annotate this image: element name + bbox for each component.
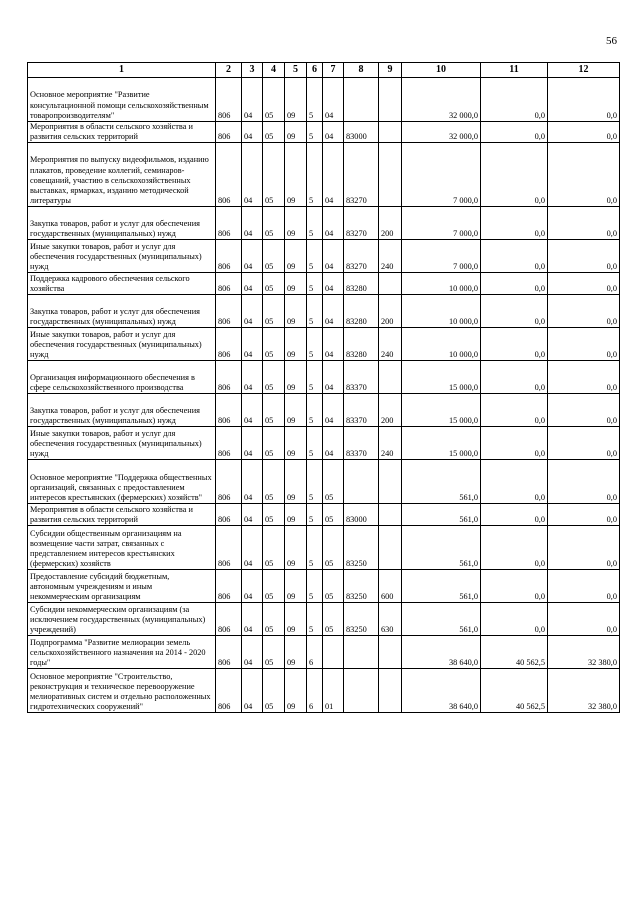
table-row — [28, 570, 620, 603]
column-header: 1 — [28, 63, 216, 78]
row-code-c9 — [379, 636, 402, 669]
budget-table — [27, 62, 620, 713]
row-amount-c12: 0,0 — [548, 570, 620, 603]
row-code-c8: 83270 — [344, 143, 379, 207]
row-code-c9: 630 — [379, 603, 402, 636]
row-code-c5: 09 — [285, 328, 307, 361]
row-code-c2: 806 — [216, 603, 242, 636]
table-header-row — [28, 63, 620, 78]
row-amount-c11: 0,0 — [481, 460, 548, 504]
row-name: Мероприятия по выпуску видеофильмов, изданию плакатов, проведение коллегий, семинаров-совещаний, участию в сельскохозяйственных выставках, ярмарках, изданию методической литературы — [28, 143, 216, 207]
row-code-c7: 05 — [323, 570, 344, 603]
row-code-c3: 04 — [242, 526, 263, 570]
row-code-c9 — [379, 361, 402, 394]
row-amount-c12: 0,0 — [548, 526, 620, 570]
row-amount-c10: 38 640,0 — [402, 636, 481, 669]
table-row — [28, 273, 620, 295]
row-code-c3: 04 — [242, 240, 263, 273]
table-row — [28, 207, 620, 240]
column-header: 11 — [481, 63, 548, 78]
row-code-c5: 09 — [285, 636, 307, 669]
row-code-c4: 05 — [263, 361, 285, 394]
row-code-c4: 05 — [263, 295, 285, 328]
row-name: Поддержка кадрового обеспечения сельского хозяйства — [28, 273, 216, 295]
row-code-c5: 09 — [285, 143, 307, 207]
row-amount-c10: 15 000,0 — [402, 361, 481, 394]
row-code-c4: 05 — [263, 669, 285, 713]
row-amount-c12: 32 380,0 — [548, 636, 620, 669]
row-code-c8: 83250 — [344, 526, 379, 570]
row-code-c2: 806 — [216, 273, 242, 295]
row-code-c6: 5 — [307, 394, 323, 427]
row-amount-c12: 0,0 — [548, 273, 620, 295]
row-amount-c10: 561,0 — [402, 504, 481, 526]
table-row — [28, 460, 620, 504]
table-row — [28, 394, 620, 427]
row-amount-c10: 7 000,0 — [402, 143, 481, 207]
row-code-c5: 09 — [285, 570, 307, 603]
row-amount-c11: 0,0 — [481, 295, 548, 328]
row-code-c4: 05 — [263, 526, 285, 570]
row-amount-c11: 40 562,5 — [481, 636, 548, 669]
row-code-c7 — [323, 636, 344, 669]
row-code-c4: 05 — [263, 570, 285, 603]
row-name: Субсидии общественным организациям на возмещение части затрат, связанных с представлением интересов крестьянских (фермерских) хозяйств — [28, 526, 216, 570]
table-row — [28, 143, 620, 207]
row-code-c3: 04 — [242, 207, 263, 240]
table-row — [28, 526, 620, 570]
row-code-c7: 04 — [323, 207, 344, 240]
row-code-c9 — [379, 460, 402, 504]
row-code-c8: 83270 — [344, 240, 379, 273]
row-code-c6: 6 — [307, 636, 323, 669]
row-code-c3: 04 — [242, 669, 263, 713]
row-amount-c12: 0,0 — [548, 328, 620, 361]
row-code-c2: 806 — [216, 143, 242, 207]
row-amount-c12: 0,0 — [548, 603, 620, 636]
row-code-c6: 5 — [307, 427, 323, 460]
row-code-c8 — [344, 669, 379, 713]
row-code-c5: 09 — [285, 460, 307, 504]
row-code-c5: 09 — [285, 526, 307, 570]
row-code-c5: 09 — [285, 240, 307, 273]
row-code-c9 — [379, 526, 402, 570]
row-name: Предоставление субсидий бюджетным, автономным учреждениям и иным некоммерческим организациям — [28, 570, 216, 603]
row-code-c8: 83000 — [344, 504, 379, 526]
row-code-c7: 04 — [323, 328, 344, 361]
row-amount-c11: 0,0 — [481, 504, 548, 526]
row-name: Закупка товаров, работ и услуг для обеспечения государственных (муниципальных) нужд — [28, 207, 216, 240]
row-code-c3: 04 — [242, 273, 263, 295]
row-amount-c11: 0,0 — [481, 143, 548, 207]
row-amount-c10: 561,0 — [402, 526, 481, 570]
table-row — [28, 240, 620, 273]
row-amount-c11: 0,0 — [481, 570, 548, 603]
column-header: 10 — [402, 63, 481, 78]
row-code-c2: 806 — [216, 361, 242, 394]
row-code-c4: 05 — [263, 328, 285, 361]
column-header: 9 — [379, 63, 402, 78]
row-code-c5: 09 — [285, 603, 307, 636]
row-code-c2: 806 — [216, 526, 242, 570]
row-code-c8: 83370 — [344, 427, 379, 460]
row-amount-c11: 0,0 — [481, 526, 548, 570]
row-code-c2: 806 — [216, 207, 242, 240]
row-code-c7: 04 — [323, 394, 344, 427]
row-code-c7: 04 — [323, 273, 344, 295]
row-code-c5: 09 — [285, 427, 307, 460]
row-amount-c12: 0,0 — [548, 295, 620, 328]
row-code-c2: 806 — [216, 570, 242, 603]
row-code-c6: 5 — [307, 122, 323, 143]
row-code-c7: 04 — [323, 143, 344, 207]
row-code-c4: 05 — [263, 603, 285, 636]
row-name: Основное мероприятие "Развитие консультационной помощи сельскохозяйственным товаропроизводителям" — [28, 78, 216, 122]
row-amount-c12: 0,0 — [548, 394, 620, 427]
column-header: 5 — [285, 63, 307, 78]
table-body — [28, 78, 620, 713]
row-name: Закупка товаров, работ и услуг для обеспечения государственных (муниципальных) нужд — [28, 394, 216, 427]
row-amount-c11: 0,0 — [481, 240, 548, 273]
row-code-c2: 806 — [216, 636, 242, 669]
column-header: 3 — [242, 63, 263, 78]
row-amount-c11: 0,0 — [481, 122, 548, 143]
column-header: 4 — [263, 63, 285, 78]
row-code-c4: 05 — [263, 273, 285, 295]
row-code-c8: 83370 — [344, 361, 379, 394]
row-amount-c10: 7 000,0 — [402, 207, 481, 240]
row-code-c7: 05 — [323, 526, 344, 570]
table-row — [28, 122, 620, 143]
row-code-c6: 5 — [307, 460, 323, 504]
row-code-c8 — [344, 78, 379, 122]
row-code-c7: 04 — [323, 122, 344, 143]
row-code-c9: 200 — [379, 207, 402, 240]
row-code-c7: 01 — [323, 669, 344, 713]
row-code-c3: 04 — [242, 394, 263, 427]
row-code-c7: 05 — [323, 460, 344, 504]
row-amount-c12: 0,0 — [548, 460, 620, 504]
row-amount-c12: 0,0 — [548, 122, 620, 143]
row-code-c9 — [379, 273, 402, 295]
table-row — [28, 328, 620, 361]
row-code-c2: 806 — [216, 394, 242, 427]
row-code-c8: 83000 — [344, 122, 379, 143]
row-name: Иные закупки товаров, работ и услуг для обеспечения государственных (муниципальных) нужд — [28, 240, 216, 273]
row-code-c8: 83280 — [344, 328, 379, 361]
column-header: 12 — [548, 63, 620, 78]
row-code-c4: 05 — [263, 207, 285, 240]
row-code-c3: 04 — [242, 504, 263, 526]
row-code-c7: 05 — [323, 504, 344, 526]
row-code-c4: 05 — [263, 394, 285, 427]
row-name: Организация информационного обеспечения в сфере сельскохозяйственного производства — [28, 361, 216, 394]
row-code-c6: 5 — [307, 295, 323, 328]
row-code-c7: 04 — [323, 78, 344, 122]
row-code-c3: 04 — [242, 78, 263, 122]
row-code-c8: 83280 — [344, 273, 379, 295]
row-code-c2: 806 — [216, 504, 242, 526]
row-code-c4: 05 — [263, 78, 285, 122]
row-code-c3: 04 — [242, 636, 263, 669]
column-header: 8 — [344, 63, 379, 78]
row-amount-c12: 0,0 — [548, 143, 620, 207]
row-name: Подпрограмма "Развитие мелиорации земель сельскохозяйственного назначения на 2014 - 2020 годы" — [28, 636, 216, 669]
column-header: 2 — [216, 63, 242, 78]
row-amount-c10: 10 000,0 — [402, 328, 481, 361]
row-code-c9: 240 — [379, 240, 402, 273]
row-code-c7: 04 — [323, 240, 344, 273]
row-code-c5: 09 — [285, 394, 307, 427]
row-code-c3: 04 — [242, 603, 263, 636]
row-amount-c10: 38 640,0 — [402, 669, 481, 713]
row-code-c3: 04 — [242, 328, 263, 361]
row-amount-c10: 32 000,0 — [402, 122, 481, 143]
row-code-c9 — [379, 669, 402, 713]
row-code-c5: 09 — [285, 78, 307, 122]
row-code-c7: 04 — [323, 361, 344, 394]
row-amount-c12: 0,0 — [548, 78, 620, 122]
row-amount-c10: 10 000,0 — [402, 295, 481, 328]
row-code-c3: 04 — [242, 361, 263, 394]
table-row — [28, 361, 620, 394]
row-code-c2: 806 — [216, 240, 242, 273]
row-code-c5: 09 — [285, 504, 307, 526]
row-amount-c12: 0,0 — [548, 240, 620, 273]
row-code-c2: 806 — [216, 328, 242, 361]
row-code-c6: 5 — [307, 207, 323, 240]
row-code-c9: 200 — [379, 394, 402, 427]
row-code-c3: 04 — [242, 570, 263, 603]
row-amount-c12: 0,0 — [548, 427, 620, 460]
row-code-c4: 05 — [263, 143, 285, 207]
row-name: Мероприятия в области сельского хозяйства и развития сельских территорий — [28, 504, 216, 526]
row-amount-c10: 7 000,0 — [402, 240, 481, 273]
row-code-c6: 5 — [307, 240, 323, 273]
page-number: 56 — [606, 35, 617, 47]
row-code-c3: 04 — [242, 122, 263, 143]
row-code-c6: 5 — [307, 328, 323, 361]
row-code-c8: 83270 — [344, 207, 379, 240]
row-amount-c11: 0,0 — [481, 361, 548, 394]
row-code-c4: 05 — [263, 460, 285, 504]
table-row — [28, 427, 620, 460]
row-code-c6: 5 — [307, 78, 323, 122]
row-code-c6: 5 — [307, 526, 323, 570]
row-amount-c12: 0,0 — [548, 504, 620, 526]
row-amount-c11: 0,0 — [481, 273, 548, 295]
row-name: Основное мероприятие "Строительство, реконструкция и техническое перевооружение мелиоративных систем и отдельно расположенных гидротехнических сооружений" — [28, 669, 216, 713]
row-code-c8 — [344, 636, 379, 669]
row-name: Иные закупки товаров, работ и услуг для обеспечения государственных (муниципальных) нужд — [28, 427, 216, 460]
row-amount-c11: 0,0 — [481, 78, 548, 122]
row-amount-c10: 561,0 — [402, 460, 481, 504]
row-code-c5: 09 — [285, 669, 307, 713]
row-code-c9: 200 — [379, 295, 402, 328]
row-code-c5: 09 — [285, 295, 307, 328]
row-code-c8 — [344, 460, 379, 504]
row-amount-c12: 0,0 — [548, 207, 620, 240]
row-code-c7: 05 — [323, 603, 344, 636]
row-name: Закупка товаров, работ и услуг для обеспечения государственных (муниципальных) нужд — [28, 295, 216, 328]
row-amount-c10: 10 000,0 — [402, 273, 481, 295]
row-code-c6: 5 — [307, 361, 323, 394]
table-row — [28, 78, 620, 122]
row-code-c8: 83250 — [344, 570, 379, 603]
row-code-c6: 6 — [307, 669, 323, 713]
row-code-c5: 09 — [285, 273, 307, 295]
row-code-c4: 05 — [263, 427, 285, 460]
row-amount-c10: 32 000,0 — [402, 78, 481, 122]
row-code-c4: 05 — [263, 504, 285, 526]
row-amount-c10: 561,0 — [402, 570, 481, 603]
row-amount-c11: 0,0 — [481, 328, 548, 361]
row-code-c4: 05 — [263, 636, 285, 669]
row-code-c8: 83280 — [344, 295, 379, 328]
row-code-c9 — [379, 143, 402, 207]
row-code-c2: 806 — [216, 78, 242, 122]
row-code-c2: 806 — [216, 122, 242, 143]
row-code-c7: 04 — [323, 427, 344, 460]
table-row — [28, 603, 620, 636]
row-code-c6: 5 — [307, 570, 323, 603]
row-name: Субсидии некоммерческим организациям (за исключением государственных (муниципальных) учреждений) — [28, 603, 216, 636]
table-row — [28, 636, 620, 669]
row-name: Основное мероприятие "Поддержка общественных организаций, связанных с предоставлением интересов крестьянских (фермерских) хозяйств" — [28, 460, 216, 504]
row-amount-c11: 0,0 — [481, 207, 548, 240]
row-code-c5: 09 — [285, 122, 307, 143]
row-name: Иные закупки товаров, работ и услуг для обеспечения государственных (муниципальных) нужд — [28, 328, 216, 361]
row-code-c4: 05 — [263, 240, 285, 273]
row-code-c8: 83370 — [344, 394, 379, 427]
row-code-c5: 09 — [285, 207, 307, 240]
row-code-c3: 04 — [242, 427, 263, 460]
row-code-c5: 09 — [285, 361, 307, 394]
table-row — [28, 504, 620, 526]
row-amount-c10: 15 000,0 — [402, 394, 481, 427]
row-code-c9 — [379, 122, 402, 143]
row-code-c3: 04 — [242, 295, 263, 328]
row-code-c2: 806 — [216, 460, 242, 504]
row-amount-c11: 0,0 — [481, 603, 548, 636]
row-code-c6: 5 — [307, 143, 323, 207]
row-amount-c12: 32 380,0 — [548, 669, 620, 713]
column-header: 6 — [307, 63, 323, 78]
row-name: Мероприятия в области сельского хозяйства и развития сельских территорий — [28, 122, 216, 143]
row-code-c2: 806 — [216, 295, 242, 328]
row-code-c9: 600 — [379, 570, 402, 603]
row-amount-c11: 40 562,5 — [481, 669, 548, 713]
row-code-c9 — [379, 78, 402, 122]
row-amount-c10: 15 000,0 — [402, 427, 481, 460]
table-row — [28, 295, 620, 328]
row-code-c6: 5 — [307, 504, 323, 526]
row-amount-c12: 0,0 — [548, 361, 620, 394]
row-code-c2: 806 — [216, 669, 242, 713]
row-amount-c11: 0,0 — [481, 427, 548, 460]
row-amount-c10: 561,0 — [402, 603, 481, 636]
row-code-c9 — [379, 504, 402, 526]
row-amount-c11: 0,0 — [481, 394, 548, 427]
row-code-c8: 83250 — [344, 603, 379, 636]
row-code-c4: 05 — [263, 122, 285, 143]
row-code-c3: 04 — [242, 460, 263, 504]
row-code-c6: 5 — [307, 603, 323, 636]
row-code-c3: 04 — [242, 143, 263, 207]
table-row — [28, 669, 620, 713]
row-code-c6: 5 — [307, 273, 323, 295]
column-header: 7 — [323, 63, 344, 78]
row-code-c2: 806 — [216, 427, 242, 460]
row-code-c9: 240 — [379, 328, 402, 361]
row-code-c9: 240 — [379, 427, 402, 460]
row-code-c7: 04 — [323, 295, 344, 328]
